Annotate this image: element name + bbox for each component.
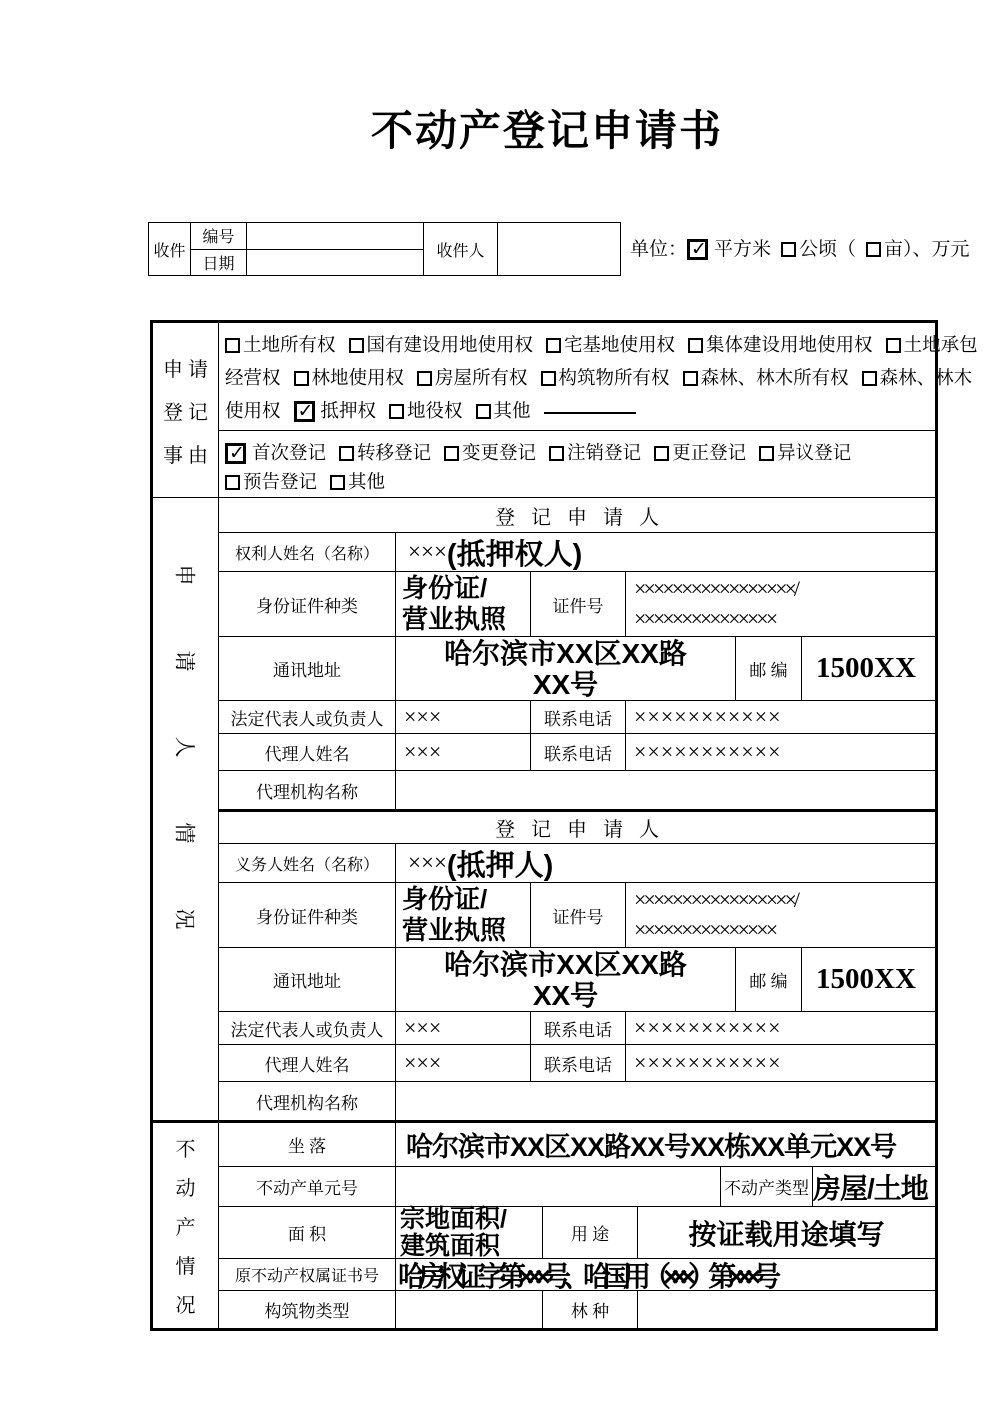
phone-label: 联系电话	[530, 1045, 625, 1081]
option-label: 平方米	[714, 239, 772, 260]
location-label: 坐 落	[287, 1137, 327, 1156]
option-label: 森林、林木	[879, 368, 973, 389]
checkbox-option[interactable]	[654, 439, 746, 465]
rights-checkbox-area	[219, 323, 978, 430]
option-label: 构筑物所有权	[558, 368, 670, 389]
checkbox-option[interactable]	[476, 397, 531, 423]
obligor-name-label: 义务人姓名（名称）	[234, 856, 379, 874]
empty-checkbox-icon[interactable]	[683, 371, 698, 386]
option-label: 首次登记	[252, 443, 327, 464]
checkbox-option[interactable]	[759, 439, 851, 465]
structure-type-field[interactable]	[395, 1291, 542, 1328]
section-reason	[153, 323, 978, 497]
option-label: 注销登记	[567, 443, 642, 464]
checkbox-option[interactable]	[225, 331, 336, 357]
checked-checkbox-icon[interactable]	[225, 443, 246, 464]
applicant1-id-row	[219, 571, 935, 636]
side-label-char: 动	[175, 1178, 196, 1200]
applicant1-agent-phone-field[interactable]: ×××××××××××	[625, 734, 935, 770]
empty-checkbox-icon[interactable]	[225, 475, 240, 490]
option-label: 经营权	[225, 368, 281, 389]
empty-checkbox-icon[interactable]	[389, 404, 404, 419]
applicant1-legal-rep-row	[219, 700, 935, 733]
side-label-char: 登记	[163, 401, 213, 424]
rights-line-1	[225, 327, 978, 360]
receipt-label: 收件	[149, 223, 191, 275]
applicant1-legal-phone-field[interactable]: ×××××××××××	[625, 701, 935, 733]
checkbox-option[interactable]	[389, 397, 463, 423]
side-label-char: 事由	[163, 444, 213, 467]
units-options	[687, 231, 970, 264]
empty-checkbox-icon[interactable]	[759, 446, 774, 461]
fill-in-blank-line[interactable]	[544, 399, 636, 414]
empty-checkbox-icon[interactable]	[546, 338, 561, 353]
empty-checkbox-icon[interactable]	[294, 371, 309, 386]
structure-type-label: 构筑物类型	[264, 1302, 350, 1321]
applicant2-agency-field[interactable]	[395, 1082, 935, 1120]
registration-line-2	[225, 466, 929, 495]
applicant2-agent-phone-field[interactable]: ×××××××××××	[625, 1045, 935, 1081]
option-label: 转移登记	[357, 443, 432, 464]
applicant2-legal-rep-row	[219, 1011, 935, 1044]
option-label: 预告登记	[243, 472, 318, 493]
right-holder-name-suffix: (抵押权人)	[446, 538, 583, 571]
registration-checkbox-area	[219, 430, 935, 497]
unit-number-label: 不动产单元号	[256, 1179, 358, 1198]
receipt-table	[148, 222, 621, 276]
main-form-table	[150, 320, 978, 1331]
applicant2-agent-row	[219, 1044, 935, 1081]
applicant1-id-type-field[interactable]: 身份证/ 营业执照	[395, 572, 530, 636]
side-label-char: 产	[175, 1217, 196, 1239]
use-label: 用 途	[542, 1207, 637, 1258]
option-label: 使用权	[225, 401, 281, 422]
applicant2-legal-phone-field[interactable]: ×××××××××××	[625, 1012, 935, 1044]
side-label-char: 人	[172, 736, 197, 758]
units-line	[630, 231, 970, 264]
location-row	[219, 1123, 935, 1166]
checkbox-option[interactable]	[349, 331, 534, 357]
receiver-field[interactable]	[498, 223, 620, 275]
checkbox-option[interactable]	[417, 364, 528, 390]
applicant2-id-number-field[interactable]: ×××××××××××××××××/ ×××××××××××××××	[625, 883, 935, 947]
empty-checkbox-icon[interactable]	[866, 242, 881, 257]
option-label: 宅基地使用权	[564, 335, 676, 356]
empty-checkbox-icon[interactable]	[330, 475, 345, 490]
phone-label: 联系电话	[530, 734, 625, 770]
structure-type-row	[219, 1290, 935, 1328]
applicant1-legal-rep-field[interactable]: ×××	[395, 701, 530, 733]
forest-type-field[interactable]	[637, 1291, 935, 1328]
option-label: 其他	[493, 401, 531, 422]
side-label-char: 申	[172, 564, 197, 586]
unit-number-field[interactable]	[395, 1167, 720, 1206]
option-label: 变更登记	[462, 443, 537, 464]
right-holder-name-field[interactable]	[395, 533, 935, 571]
property-type-label: 不动产类型	[720, 1167, 812, 1206]
checkbox-option[interactable]	[541, 364, 670, 390]
area-field[interactable]: 宗地面积/ 建筑面积	[395, 1207, 542, 1258]
checkbox-option[interactable]	[683, 364, 849, 390]
empty-checkbox-icon[interactable]	[339, 446, 354, 461]
empty-checkbox-icon[interactable]	[541, 371, 556, 386]
right-holder-name-label: 权利人姓名（名称）	[234, 545, 379, 563]
checkbox-option[interactable]	[339, 439, 431, 465]
option-label: 其他	[348, 472, 386, 493]
units-label: 单位：	[630, 239, 688, 260]
option-label: 国有建设用地使用权	[366, 335, 534, 356]
agency-name-label: 代理机构名称	[256, 782, 358, 802]
checkbox-option[interactable]	[549, 439, 641, 465]
side-label-char: 请	[172, 650, 197, 672]
option-label: 林地使用权	[311, 368, 405, 389]
applicant1-agency-row	[219, 770, 935, 809]
address-label: 通讯地址	[273, 661, 341, 680]
option-label: 土地所有权	[243, 335, 336, 356]
checkbox-option[interactable]	[444, 439, 536, 465]
checkbox-option[interactable]	[688, 331, 873, 357]
area-label: 面 积	[287, 1225, 327, 1244]
applicant2-header-row	[219, 809, 935, 843]
receipt-number-row	[191, 223, 423, 249]
checkbox-option[interactable]	[687, 234, 771, 261]
receiver-label: 收件人	[423, 223, 498, 275]
empty-checkbox-icon[interactable]	[781, 242, 796, 257]
option-text	[225, 364, 281, 390]
checkbox-option[interactable]	[866, 234, 970, 261]
side-label-char: 况	[172, 908, 197, 930]
forest-type-label: 林 种	[542, 1291, 637, 1328]
applicant1-agency-field[interactable]	[395, 771, 935, 809]
rights-line-3	[225, 393, 929, 426]
rights-line-2	[225, 360, 973, 393]
applicant1-address-row	[219, 636, 935, 700]
empty-checkbox-icon[interactable]	[862, 371, 877, 386]
old-certificate-field[interactable]: 哈房权证字第×××号、哈国用（×××）第×××号	[395, 1259, 935, 1290]
use-field[interactable]: 按证载用途填写	[637, 1207, 935, 1258]
empty-checkbox-icon[interactable]	[886, 338, 901, 353]
checkbox-option[interactable]	[330, 468, 385, 494]
applicant2-id-type-field[interactable]: 身份证/ 营业执照	[395, 883, 530, 947]
applicant2-id-row	[219, 882, 935, 947]
option-label: 亩）、万元	[884, 239, 970, 260]
applicant1-header-row	[219, 498, 935, 532]
option-label: 集体建设用地使用权	[706, 335, 873, 356]
applicant1-agent-field[interactable]: ×××	[395, 734, 530, 770]
legal-rep-label: 法定代表人或负责人	[230, 1020, 384, 1040]
empty-checkbox-icon[interactable]	[654, 446, 669, 461]
empty-checkbox-icon[interactable]	[444, 446, 459, 461]
applicant1-agent-row	[219, 733, 935, 770]
applicant1-id-number-field[interactable]: ×××××××××××××××××/ ×××××××××××××××	[625, 572, 935, 636]
side-label-char: 况	[175, 1295, 196, 1317]
unit-number-row	[219, 1166, 935, 1206]
section-property	[153, 1120, 935, 1328]
option-label: 地役权	[407, 401, 463, 422]
checkbox-option[interactable]	[886, 331, 978, 357]
legal-rep-label: 法定代表人或负责人	[230, 709, 384, 729]
receipt-number-field[interactable]	[247, 223, 423, 249]
area-row	[219, 1206, 935, 1258]
option-label: 土地承包	[903, 335, 978, 356]
blank-underline	[544, 399, 636, 420]
obligor-name-field[interactable]	[395, 844, 935, 882]
checkbox-option[interactable]	[225, 439, 326, 465]
location-field[interactable]: 哈尔滨市XX区XX路XX号XX栋XX单元XX号	[395, 1123, 935, 1166]
applicant2-address-field[interactable]: 哈尔滨市XX区XX路 XX号	[395, 948, 735, 1011]
old-certificate-row	[219, 1258, 935, 1290]
receipt-date-label: 日期	[191, 250, 247, 276]
section-applicants-side-label	[153, 498, 219, 1120]
option-label: 房屋所有权	[435, 368, 528, 389]
applicant2-header: 登记申请人	[495, 819, 675, 841]
side-label-char: 申请	[163, 358, 213, 381]
property-type-field[interactable]: 房屋/土地	[812, 1167, 935, 1206]
section-property-side-label	[153, 1123, 219, 1328]
empty-checkbox-icon[interactable]	[688, 338, 703, 353]
receipt-date-field[interactable]	[247, 250, 423, 276]
section-reason-side-label	[153, 323, 219, 497]
checkbox-option[interactable]	[294, 397, 377, 423]
obligor-name-suffix: (抵押人)	[446, 849, 554, 882]
option-text	[225, 397, 281, 423]
checkbox-option[interactable]	[862, 364, 973, 390]
option-label: 公顷（	[799, 239, 857, 260]
side-label-char: 情	[175, 1256, 196, 1278]
receipt-date-row	[191, 249, 423, 276]
applicant2-name-row	[219, 843, 935, 882]
agent-name-label: 代理人姓名	[264, 744, 350, 764]
checkbox-option[interactable]	[781, 234, 856, 261]
empty-checkbox-icon[interactable]	[549, 446, 564, 461]
applicant2-agent-field[interactable]: ×××	[395, 1045, 530, 1081]
right-holder-name-x: ×××	[408, 539, 447, 564]
page-title: 不动产登记申请书	[370, 109, 723, 155]
checkbox-option[interactable]	[225, 468, 317, 494]
obligor-name-x: ×××	[408, 850, 447, 875]
option-label: 森林、林木所有权	[700, 368, 849, 389]
applicant1-header: 登记申请人	[495, 506, 675, 529]
id-number-label: 证件号	[530, 883, 625, 947]
checkbox-option[interactable]	[294, 364, 405, 390]
phone-label: 联系电话	[530, 701, 625, 733]
registration-line-1	[225, 437, 929, 466]
address-label: 通讯地址	[273, 972, 341, 991]
phone-label: 联系电话	[530, 1012, 625, 1044]
option-label: 更正登记	[672, 443, 747, 464]
empty-checkbox-icon[interactable]	[349, 338, 364, 353]
applicant1-postcode-field[interactable]: 1500XX	[801, 637, 935, 700]
postcode-label: 邮 编	[735, 637, 801, 700]
checkbox-option[interactable]	[546, 331, 675, 357]
id-type-label: 身份证件种类	[256, 596, 358, 616]
agent-name-label: 代理人姓名	[264, 1055, 350, 1075]
applicant1-address-field[interactable]: 哈尔滨市XX区XX路 XX号	[395, 637, 735, 700]
id-type-label: 身份证件种类	[256, 907, 358, 927]
applicant2-address-row	[219, 947, 935, 1011]
option-label: 异议登记	[777, 443, 852, 464]
checked-checkbox-icon[interactable]	[687, 239, 708, 260]
id-number-label: 证件号	[530, 572, 625, 636]
receipt-number-label: 编号	[191, 223, 247, 249]
empty-checkbox-icon[interactable]	[417, 371, 432, 386]
agency-name-label: 代理机构名称	[256, 1093, 358, 1113]
applicant1-name-row	[219, 532, 935, 571]
section-applicants	[153, 497, 935, 1120]
empty-checkbox-icon[interactable]	[476, 404, 491, 419]
option-label: 抵押权	[320, 401, 377, 422]
old-certificate-label: 原不动产权属证书号	[234, 1268, 379, 1285]
side-label-char: 不	[175, 1139, 196, 1161]
applicant2-legal-rep-field[interactable]: ×××	[395, 1012, 530, 1044]
applicant2-postcode-field[interactable]: 1500XX	[801, 948, 935, 1011]
side-label-char: 情	[172, 822, 197, 844]
postcode-label: 邮 编	[735, 948, 801, 1011]
empty-checkbox-icon[interactable]	[225, 338, 240, 353]
checked-checkbox-icon[interactable]	[294, 401, 315, 422]
applicant2-agency-row	[219, 1081, 935, 1120]
